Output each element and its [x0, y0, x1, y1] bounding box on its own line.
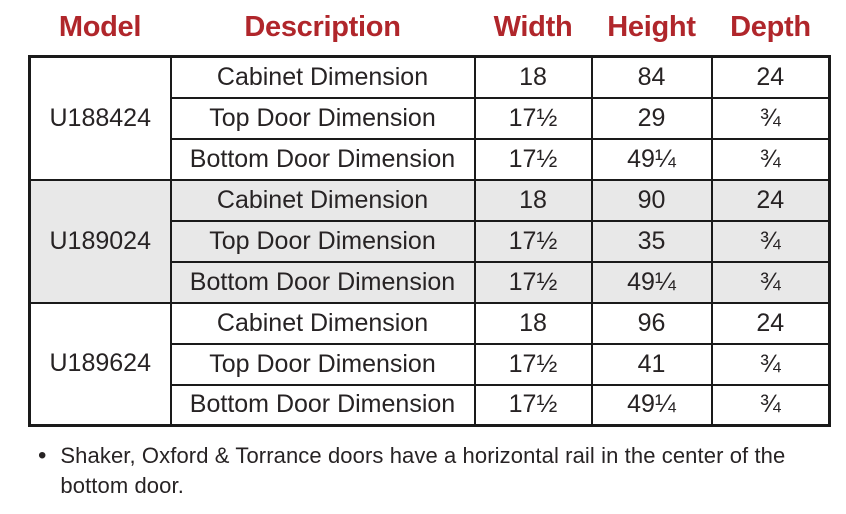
cell-height: 90 — [592, 180, 712, 221]
cell-depth: ¾ — [712, 98, 830, 139]
cell-height: 49¼ — [592, 139, 712, 180]
cell-description: Cabinet Dimension — [171, 57, 475, 98]
cell-height: 84 — [592, 57, 712, 98]
cell-depth: ¾ — [712, 221, 830, 262]
cell-model: U189624 — [30, 303, 171, 426]
cell-width: 17½ — [475, 262, 592, 303]
cell-width: 18 — [475, 180, 592, 221]
cell-depth: ¾ — [712, 262, 830, 303]
table-row — [30, 180, 830, 221]
cell-height: 29 — [592, 98, 712, 139]
table-row — [30, 57, 830, 98]
table-row — [30, 303, 830, 344]
cell-description: Bottom Door Dimension — [171, 139, 475, 180]
column-header-depth: Depth — [712, 0, 830, 57]
table-header — [30, 0, 830, 57]
cell-width: 18 — [475, 303, 592, 344]
header-row — [30, 0, 830, 57]
cell-height: 96 — [592, 303, 712, 344]
column-header-width: Width — [475, 0, 592, 57]
column-header-description: Description — [171, 0, 475, 57]
cell-width: 18 — [475, 57, 592, 98]
cell-width: 17½ — [475, 344, 592, 385]
dimension-table — [28, 0, 831, 427]
column-header-model: Model — [30, 0, 171, 57]
bullet-icon: • — [38, 442, 47, 469]
cell-description: Cabinet Dimension — [171, 303, 475, 344]
cell-height: 41 — [592, 344, 712, 385]
cell-width: 17½ — [475, 385, 592, 426]
cell-description: Top Door Dimension — [171, 221, 475, 262]
cell-depth: 24 — [712, 180, 830, 221]
cell-depth: 24 — [712, 303, 830, 344]
cell-description: Top Door Dimension — [171, 344, 475, 385]
cell-description: Top Door Dimension — [171, 98, 475, 139]
cell-height: 49¼ — [592, 385, 712, 426]
cell-depth: ¾ — [712, 344, 830, 385]
column-header-height: Height — [592, 0, 712, 57]
footnote — [38, 441, 846, 501]
cell-depth: 24 — [712, 57, 830, 98]
footnote-text: Shaker, Oxford & Torrance doors have a horizontal rail in the center of the bottom door. — [60, 443, 786, 498]
cell-width: 17½ — [475, 98, 592, 139]
cell-model: U188424 — [30, 57, 171, 180]
cell-height: 49¼ — [592, 262, 712, 303]
cell-model: U189024 — [30, 180, 171, 303]
cell-depth: ¾ — [712, 385, 830, 426]
cell-height: 35 — [592, 221, 712, 262]
table-body — [30, 57, 830, 426]
cell-depth: ¾ — [712, 139, 830, 180]
cell-description: Cabinet Dimension — [171, 180, 475, 221]
cell-width: 17½ — [475, 139, 592, 180]
cell-description: Bottom Door Dimension — [171, 385, 475, 426]
cell-description: Bottom Door Dimension — [171, 262, 475, 303]
cell-width: 17½ — [475, 221, 592, 262]
